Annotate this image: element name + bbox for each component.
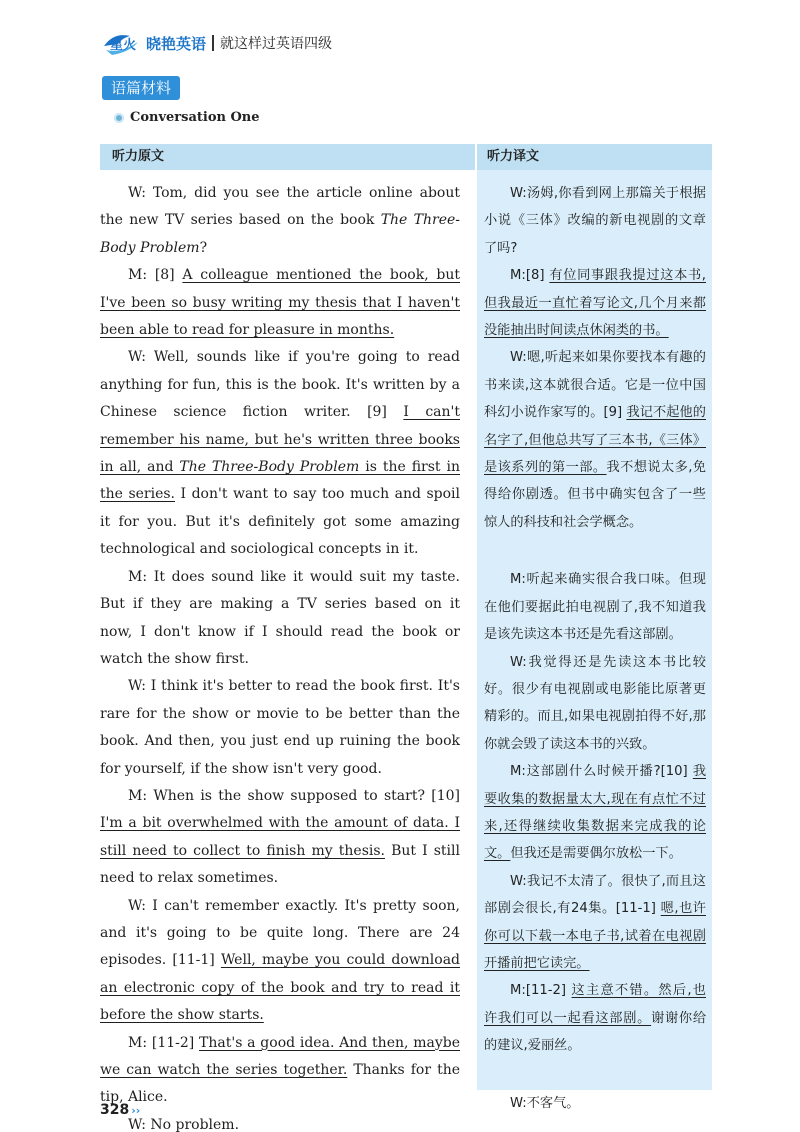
english-paragraph: M: [11-2] That's a good idea. And then, maybe we can watch the series together. Thanks for the tip, Alice.: [100, 1034, 461, 1106]
english-paragraph: W: No problem.: [128, 1116, 240, 1132]
chinese-paragraph: M:[8] 有位同事跟我提过这本书,但我最近一直忙着写论文,几个月来都没能抽出时间读点休闲类的书。: [484, 268, 706, 339]
chinese-paragraph: M:这部剧什么时候开播?[10] 我要收集的数据量太大,现在有点忙不过来,还得继续收集数据来完成我的论文。但我还是需要偶尔放松一下。: [484, 764, 706, 862]
dialogue-text: 但我还是需要偶尔放松一下。: [510, 846, 682, 862]
chinese-paragraph: W:我觉得还是先读这本书比较好。很少有电视剧或电影能比原著更精彩的。而且,如果电视剧拍得不好,那你就会毁了读这本书的兴致。: [484, 654, 706, 752]
dialogue-text: ?: [199, 239, 208, 256]
dialogue-text: No problem.: [150, 1116, 240, 1132]
speaker-label: W: [128, 678, 142, 695]
answer-highlight: A colleague mentioned the book, but I've been so busy writing my thesis that I haven't been able to read for pleasure in months.: [100, 267, 461, 339]
dialogue-text: But I still need to relax sometimes.: [100, 842, 460, 887]
header-divider: [212, 35, 214, 51]
dialogue-text: When is the show supposed to start? [10]: [153, 787, 460, 804]
page-footer: [100, 1102, 140, 1118]
dialogue-text: 不客气。: [526, 1095, 580, 1111]
dialogue-text: 谢谢你给的建议,爱丽丝。: [484, 1010, 707, 1054]
english-transcript: [100, 180, 460, 1132]
speaker-label: W: [128, 1116, 142, 1132]
chinese-translation: [484, 180, 706, 1117]
original-column-header: 听力原文: [100, 144, 475, 170]
chinese-paragraph: W:汤姆,你看到网上那篇关于根据小说《三体》改编的新电视剧的文章了吗?: [484, 186, 706, 256]
dialogue-text: 听起来确实很合我口味。但现在他们要据此拍电视剧了,我不知道我是该先读这本书还是先看这部剧。: [484, 572, 706, 643]
answer-highlight: That's a good idea. And then, maybe we can watch the series together.: [100, 1034, 461, 1078]
speaker-label: M: [510, 764, 522, 780]
answer-highlight: is the first in the series.: [100, 459, 460, 503]
answer-highlight: 我记不起他的名字了,但他总共写了三本书,《三体》是该系列的第一部。: [484, 405, 706, 476]
dialogue-text: 我不想说太多,免得给你剧透。但书中确实包含了一些惊人的科技和社会学概念。: [484, 460, 706, 530]
dialogue-text: [8]: [154, 267, 183, 284]
answer-highlight: 有位同事跟我提过这本书,但我最近一直忙着写论文,几个月来都没能抽出时间读点休闲类的书。: [484, 268, 706, 339]
dialogue-text: 这部剧什么时候开播?[10]: [525, 764, 693, 780]
logo-mark-icon: [100, 28, 142, 58]
page-header: [100, 26, 332, 60]
chinese-paragraph: M:[11-2] 这主意不错。然后,也许我们可以一起看这部剧。谢谢你给的建议,爱丽丝。: [484, 983, 707, 1054]
speaker-label: W: [510, 873, 523, 889]
answer-highlight: 这主意不错。然后,也许我们可以一起看这部剧。: [484, 983, 706, 1026]
logo-text: 星火: [110, 38, 137, 53]
answer-highlight: The Three-Body Problem: [179, 459, 360, 476]
speaker-label: W: [510, 186, 523, 201]
speaker-label: W: [128, 185, 142, 201]
speaker-label: M: [128, 568, 143, 585]
answer-highlight: Well, maybe you could download an electronic copy of the book and try to read it before the show starts.: [100, 952, 461, 1024]
dialogue-text: I think it's better to read the book first. It's rare for the show or movie to be better than the book. And then, you just end up ruining the book for yourself, if the show isn't very good.: [100, 678, 460, 777]
english-paragraph: W: I can't remember exactly. It's pretty soon, and it's going to be quite long. There are 24 episodes. [11-1] Well, maybe you could download an electronic copy of the book and try to read it before the show starts.: [100, 897, 461, 1024]
chinese-paragraph: W:我记不太清了。很快了,而且这部剧会很长,有24集。[11-1] 嗯,也许你可以下载一本电子书,试着在电视剧开播前把它读完。: [484, 873, 706, 971]
speaker-label: M: [128, 1034, 143, 1051]
dialogue-text: The Three-Body Problem: [100, 212, 461, 256]
english-paragraph: M: It does sound like it would suit my taste. But if they are making a TV series based on it now, I don't know if I should read the book or watch the show first.: [100, 568, 460, 667]
book-subtitle: 就这样过英语四级: [220, 36, 333, 52]
speaker-label: M: [510, 983, 522, 999]
chinese-paragraph: W:不客气。: [510, 1095, 580, 1111]
paragraph-gap: [484, 536, 706, 566]
english-paragraph: W: Well, sounds like if you're going to read anything for fun, this is the book. It's written by a Chinese science fiction writer. [9] I can't remember his name, but he's written three books in all, and The Three-Body Problem is the first in the series. I don't want to say too much and spoil it for you. But it's definitely got some amazing technological and sociological concepts in it.: [100, 349, 461, 558]
dialogue-text: 嗯,听起来如果你要找本有趣的书来读,这本就很合适。它是一位中国科幻小说作家写的。[9]: [484, 350, 706, 421]
paragraph-gap: [484, 1060, 706, 1090]
dialogue-text: Well, sounds like if you're going to read anything for fun, this is the book. It's written by a Chinese science fiction writer. [9]: [100, 349, 460, 421]
english-paragraph: M: When is the show supposed to start? [10] I'm a bit overwhelmed with the amount of data. I still need to collect to finish my thesis. But I still need to relax sometimes.: [100, 787, 460, 887]
section-label: 语篇材料: [102, 76, 180, 100]
page-arrows-icon: ››: [131, 1104, 141, 1117]
bullet-dot-icon: [114, 113, 124, 123]
dialogue-text: 我觉得还是先读这本书比较好。很少有电视剧或电影能比原著更精彩的。而且,如果电视剧拍得不好,那你就会毁了读这本书的兴致。: [484, 654, 706, 752]
speaker-label: M: [128, 787, 143, 804]
speaker-label: W: [510, 654, 523, 670]
speaker-label: W: [510, 1095, 523, 1111]
chinese-paragraph: M:听起来确实很合我口味。但现在他们要据此拍电视剧了,我不知道我是该先读这本书还是先看这部剧。: [484, 572, 706, 643]
chinese-paragraph: W:嗯,听起来如果你要找本有趣的书来读,这本就很合适。它是一位中国科幻小说作家写的。[9] 我记不起他的名字了,但他总共写了三本书,《三体》是该系列的第一部。我不想说太多,免得给你剧透。但书中确实包含了一些惊人的科技和社会学概念。: [484, 350, 706, 530]
speaker-label: M: [510, 572, 522, 588]
speaker-label: M: [128, 267, 143, 284]
english-paragraph: W: I think it's better to read the book first. It's rare for the show or movie to be better than the book. And then, you just end up ruining the book for yourself, if the show isn't very good.: [100, 678, 460, 777]
dialogue-text: 我记不太清了。很快了,而且这部剧会很长,有24集。[11-1]: [484, 873, 706, 917]
dialogue-text: Thanks for the tip, Alice.: [100, 1062, 460, 1106]
answer-highlight: 嗯,也许你可以下载一本电子书,试着在电视剧开播前把它读完。: [484, 901, 706, 971]
english-paragraph: W: Tom, did you see the article online about the new TV series based on the book The Three-Body Problem?: [100, 185, 461, 256]
dialogue-text: [11-2]: [525, 983, 572, 999]
english-paragraph: M: [8] A colleague mentioned the book, but I've been so busy writing my thesis that I haven't been able to read for pleasure in months.: [100, 267, 461, 339]
brand-name: 晓艳英语: [146, 34, 207, 53]
answer-highlight: I'm a bit overwhelmed with the amount of data. I still need to collect to finish my thesis.: [100, 815, 460, 859]
dialogue-text: [11-2]: [151, 1034, 200, 1051]
translation-column-header: 听力译文: [477, 144, 712, 170]
dialogue-text: I don't want to say too much and spoil it for you. But it's definitely got some amazing technological and sociological concepts in it.: [100, 486, 461, 558]
dialogue-text: I can't remember exactly. It's pretty soon, and it's going to be quite long. There are 24 episodes. [11-1]: [100, 897, 461, 969]
dialogue-text: Tom, did you see the article online about the new TV series based on the book: [100, 185, 461, 229]
answer-highlight: 我要收集的数据量太大,现在有点忙不过来,还得继续收集数据来完成我的论文。: [484, 764, 706, 862]
dialogue-text: It does sound like it would suit my taste. But if they are making a TV series based on it now, I don't know if I should read the book or watch the show first.: [100, 568, 460, 667]
brand-logo: [100, 28, 142, 58]
speaker-label: M: [510, 268, 522, 284]
page-number: 328: [100, 1102, 130, 1118]
dialogue-text: 汤姆,你看到网上那篇关于根据小说《三体》改编的新电视剧的文章了吗?: [484, 186, 706, 256]
conversation-title: Conversation One: [130, 110, 260, 125]
speaker-label: W: [510, 350, 523, 366]
speaker-label: W: [128, 349, 142, 366]
conversation-heading: [114, 110, 260, 125]
answer-highlight: I can't remember his name, but he's written three books in all, and: [100, 404, 460, 476]
dialogue-text: [8]: [525, 268, 550, 284]
speaker-label: W: [128, 897, 142, 914]
